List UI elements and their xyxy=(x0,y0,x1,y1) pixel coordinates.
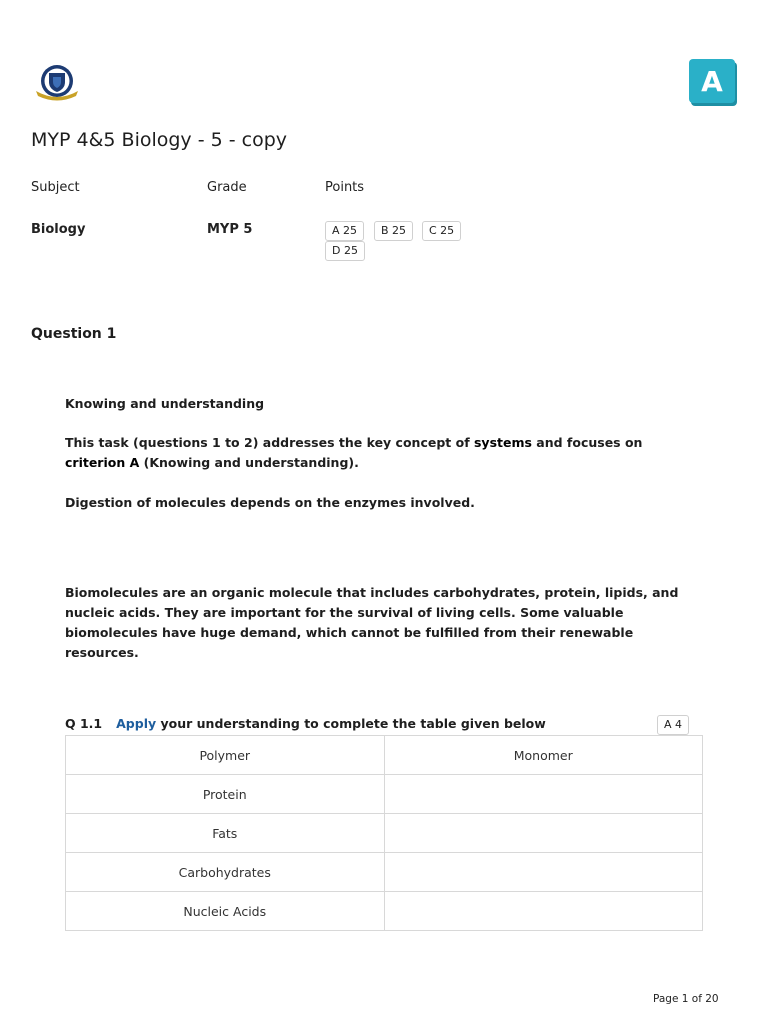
intro-text: and focuses on xyxy=(531,435,643,450)
biomolecules-paragraph: Biomolecules are an organic molecule that includes carbohydrates, protein, lipids, and nucleic acids. They are important for the survival of living cells. Some valuable biomolecules have huge demand, which cannot be fulfilled from their renewable resources. xyxy=(65,585,679,660)
polymer-cell: Fats xyxy=(66,814,385,853)
subject-label: Subject xyxy=(31,180,80,195)
task-intro xyxy=(65,433,705,473)
subquestion-number: Q 1.1 xyxy=(65,716,103,731)
polymer-cell: Protein xyxy=(66,775,385,814)
points-badge-a: A 25 xyxy=(325,221,364,241)
polymer-monomer-table xyxy=(65,735,703,931)
section-heading: Knowing and understanding xyxy=(65,396,265,411)
polymer-cell: Nucleic Acids xyxy=(66,892,385,931)
subquestion-text: your understanding to complete the table given below xyxy=(156,716,546,731)
table-row xyxy=(66,892,703,931)
column-header-monomer: Monomer xyxy=(384,736,703,775)
grade-label: Grade xyxy=(207,180,247,195)
table-row xyxy=(66,775,703,814)
column-header-polymer: Polymer xyxy=(66,736,385,775)
table-header-row xyxy=(66,736,703,775)
app-logo-badge: A xyxy=(689,59,735,103)
digestion-statement: Digestion of molecules depends on the enzymes involved. xyxy=(65,495,475,510)
page-number: Page 1 of 20 xyxy=(653,993,719,1005)
grade-value: MYP 5 xyxy=(207,222,253,237)
polymer-cell: Carbohydrates xyxy=(66,853,385,892)
table-row xyxy=(66,814,703,853)
question-heading: Question 1 xyxy=(31,326,117,342)
points-badge-d: D 25 xyxy=(325,241,365,261)
table-row xyxy=(66,853,703,892)
document-title: MYP 4&5 Biology - 5 - copy xyxy=(31,129,288,151)
points-badge-b: B 25 xyxy=(374,221,413,241)
points-label: Points xyxy=(325,180,365,195)
points-badge-c: C 25 xyxy=(422,221,461,241)
intro-text: This task (questions 1 to 2) addresses the key concept of xyxy=(65,435,474,450)
monomer-answer-cell[interactable] xyxy=(384,775,703,814)
subquestion-prompt xyxy=(65,716,546,731)
subquestion-points-badge: A 4 xyxy=(657,715,689,735)
intro-text: (Knowing and understanding). xyxy=(139,455,359,470)
monomer-answer-cell[interactable] xyxy=(384,892,703,931)
command-term: Apply xyxy=(116,716,157,731)
monomer-answer-cell[interactable] xyxy=(384,853,703,892)
monomer-answer-cell[interactable] xyxy=(384,814,703,853)
school-seal-icon xyxy=(34,63,80,101)
subject-value: Biology xyxy=(31,222,86,237)
keyword-criterion: criterion A xyxy=(65,455,140,470)
keyword-systems: systems xyxy=(473,435,532,450)
